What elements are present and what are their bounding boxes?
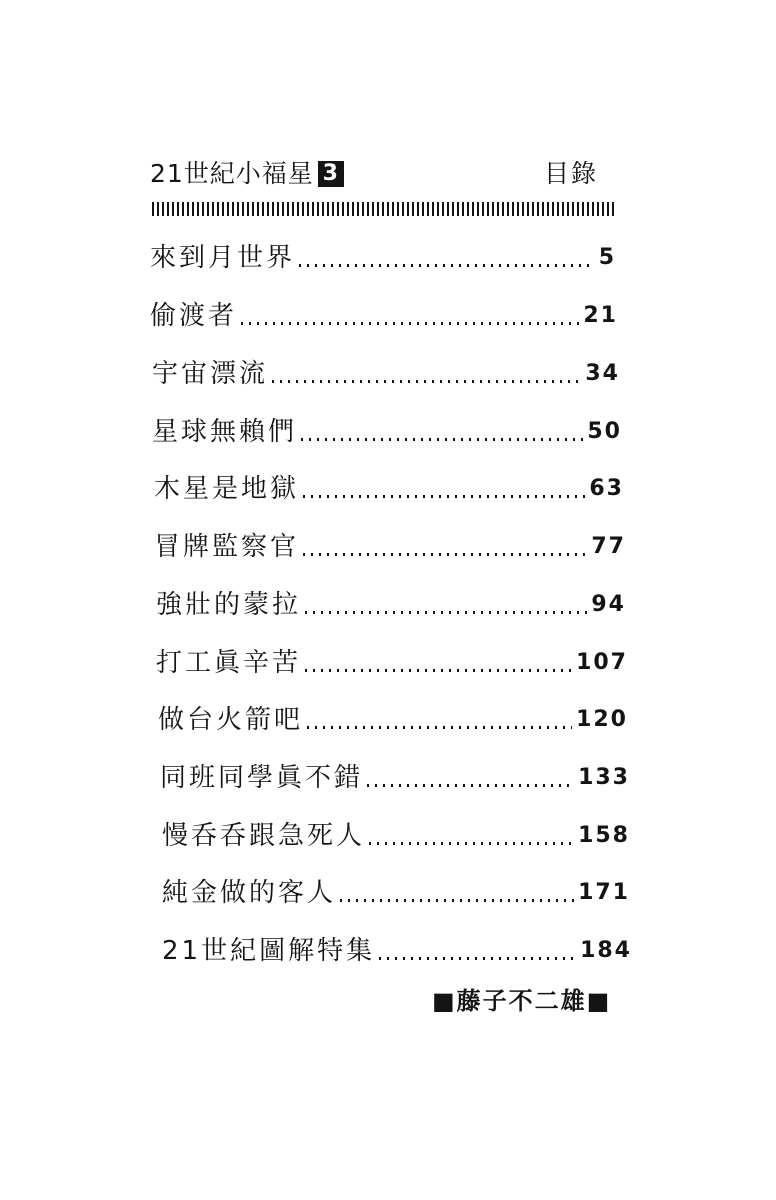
dot-leader	[272, 380, 581, 383]
chapter-title: 來到月世界	[150, 243, 296, 273]
chapter-title: 宇宙漂流	[152, 359, 269, 389]
dot-leader	[303, 495, 585, 498]
dot-leader	[379, 957, 576, 960]
page-number: 34	[585, 361, 620, 386]
page-number: 133	[578, 765, 630, 790]
page-number: 184	[580, 938, 632, 963]
toc-entry	[154, 525, 626, 565]
dot-leader	[299, 264, 595, 267]
page-number: 171	[578, 880, 630, 905]
section-label: 目錄	[543, 159, 598, 188]
toc-entry	[158, 698, 628, 738]
page-number: 77	[591, 534, 626, 559]
dot-leader	[305, 611, 587, 614]
chapter-title: 冒牌監察官	[154, 532, 300, 562]
page-number: 107	[576, 650, 628, 675]
toc-entry	[150, 294, 618, 334]
toc-entry	[152, 410, 622, 450]
toc-entry	[150, 236, 616, 276]
toc-entry	[160, 756, 630, 796]
toc-entry	[162, 871, 630, 911]
page-number: 158	[578, 823, 630, 848]
dot-leader	[303, 553, 587, 556]
chapter-title: 木星是地獄	[154, 474, 300, 504]
dot-leader	[305, 669, 572, 672]
chapter-title: 星球無賴們	[152, 417, 298, 447]
author-credit: ■藤子不二雄■	[432, 987, 612, 1015]
dot-leader	[241, 322, 579, 325]
book-title-text: 21世紀小福星	[150, 159, 314, 188]
chapter-title: 打工眞辛苦	[156, 648, 302, 678]
toc-entry	[156, 641, 628, 681]
dot-leader	[301, 438, 583, 441]
toc-entry	[154, 467, 624, 507]
toc-entry	[156, 583, 626, 623]
toc-entry	[162, 814, 630, 854]
page-number: 94	[591, 592, 626, 617]
dot-leader	[369, 842, 574, 845]
dot-leader	[307, 726, 572, 729]
chapter-title: 21世紀圖解特集	[162, 936, 376, 966]
toc-entry	[152, 352, 620, 392]
page-number: 120	[576, 707, 628, 732]
page-number: 63	[589, 476, 624, 501]
chapter-title: 同班同學眞不錯	[160, 763, 364, 793]
page-number: 5	[598, 245, 616, 270]
dot-leader	[340, 899, 574, 902]
volume-badge: 3	[318, 161, 344, 187]
chapter-title: 慢呑呑跟急死人	[162, 821, 366, 851]
chapter-title: 純金做的客人	[162, 878, 337, 908]
dot-leader	[367, 784, 574, 787]
page-number: 50	[587, 419, 622, 444]
chapter-title: 做台火箭吧	[158, 705, 304, 735]
chapter-title: 偷渡者	[150, 301, 238, 331]
page-number: 21	[583, 303, 618, 328]
toc-entry	[162, 929, 632, 969]
chapter-title: 強壯的蒙拉	[156, 590, 302, 620]
